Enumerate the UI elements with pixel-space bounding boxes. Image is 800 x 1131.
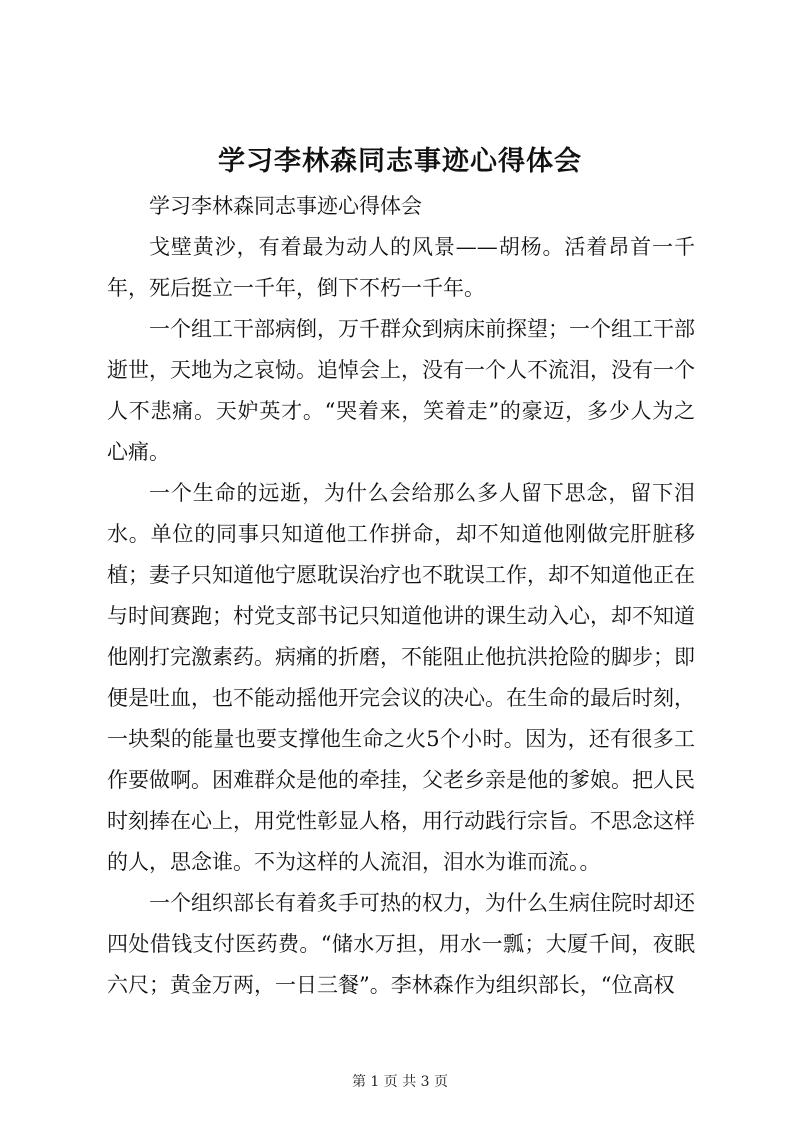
- body-paragraph-3: 一个生命的远逝，为什么会给那么多人留下思念，留下泪水。单位的同事只知道他工作拼命，却不知道他刚做完肝脏移植；妻子只知道他宁愿耽误治疗也不耽误工作，却不知道他正在与时间赛跑；村党支部书记只知道他讲的课生动入心，却不知道他刚打完激素药。病痛的折磨，不能阻止他抗洪抢险的脚步；即便是吐血，也不能动摇他开完会议的决心。在生命的最后时刻，一块梨的能量也要支撑他生命之火5个小时。因为，还有很多工作要做啊。困难群众是他的牵挂，父老乡亲是他的爹娘。把人民时刻捧在心上，用党性彰显人格，用行动践行宗旨。不思念这样的人，思念谁。不为这样的人流泪，泪水为谁而流。。: [107, 481, 695, 874]
- document-title: 学习李林森同志事迹心得体会: [218, 146, 582, 177]
- body-paragraph-2: 一个组工干部病倒，万千群众到病床前探望；一个组工干部逝世，天地为之哀恸。追悼会上，没有一个人不流泪，没有一个人不悲痛。天妒英才。“哭着来，笑着走”的豪迈，多少人为之心痛。: [107, 317, 695, 464]
- document-body: [107, 186, 695, 1006]
- body-paragraph-1: 戈壁黄沙，有着最为动人的风景——胡杨。活着昂首一千年，死后挺立一千年，倒下不朽一千年。: [107, 235, 695, 300]
- body-paragraph-4: 一个组织部长有着炙手可热的权力，为什么生病住院时却还四处借钱支付医药费。“储水万担，用水一瓢；大厦千间，夜眠六尺；黄金万两，一日三餐”。李林森作为组织部长，“位高权: [107, 891, 695, 997]
- page-footer: 第 1 页 共 3 页: [351, 1074, 449, 1090]
- subtitle-paragraph: 学习李林森同志事迹心得体会: [149, 194, 422, 218]
